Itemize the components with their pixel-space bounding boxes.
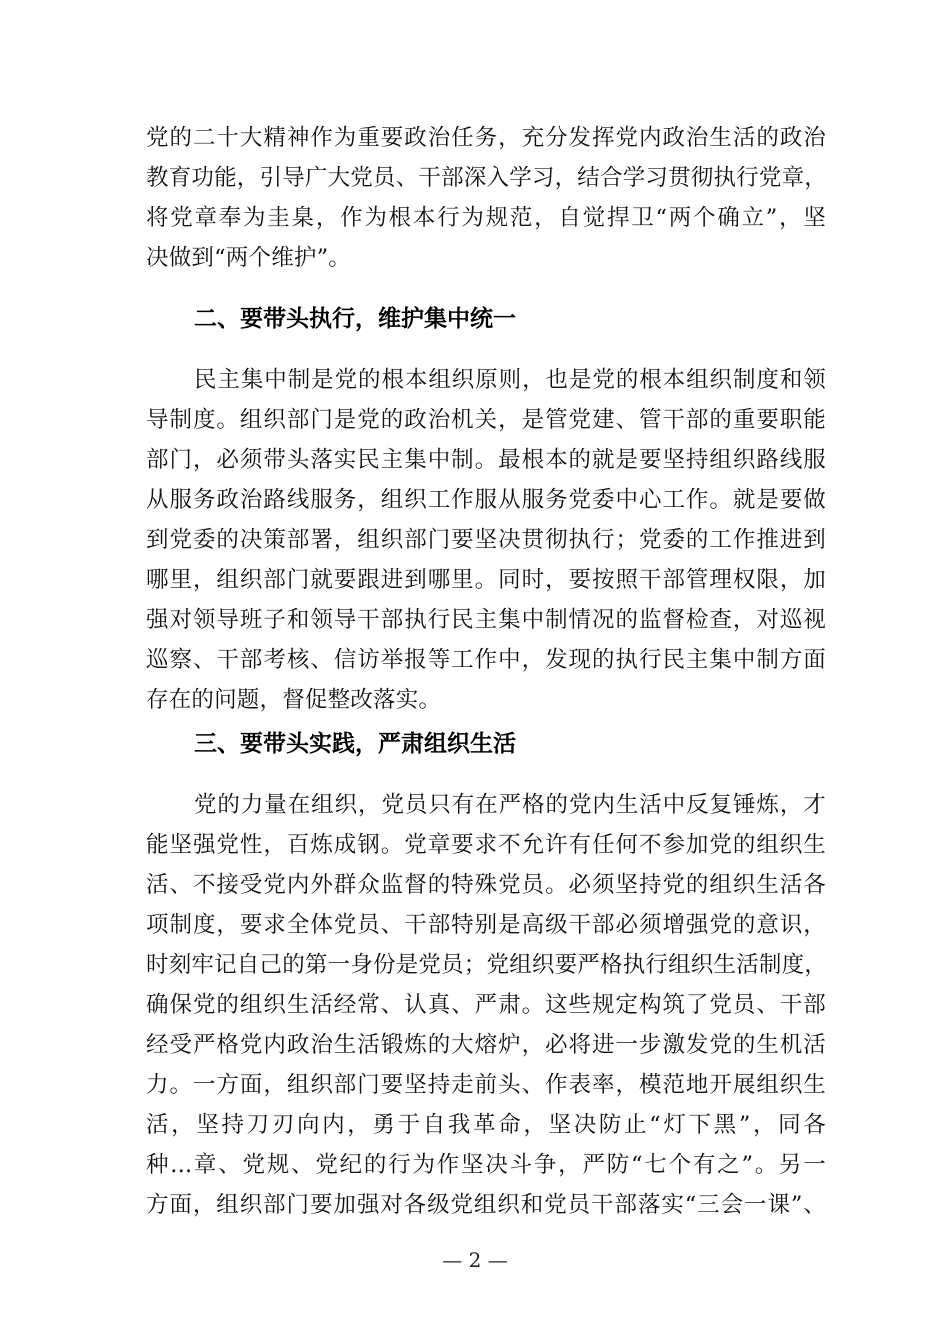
section-heading: 三、要带头实践，严肃组织生活 (194, 731, 516, 757)
paragraph-line: 到党委的决策部署，组织部门要坚决贯彻执行；党委的工作推进到 (146, 527, 826, 553)
paragraph-line: 决做到“两个维护”。 (146, 245, 352, 271)
paragraph-line: 活、不接受党内外群众监督的特殊党员。必须坚持党的组织生活各 (146, 872, 826, 898)
paragraph-line: 党的力量在组织，党员只有在严格的党内生活中反复锤炼，才 (194, 792, 826, 818)
paragraph-line: 活，坚持刀刃向内，勇于自我革命，坚决防止“灯下黑”，同各 (146, 1112, 826, 1138)
paragraph-line: 时刻牢记自己的第一身份是党员；党组织要严格执行组织生活制度， (146, 952, 828, 978)
paragraph-line: 巡察、干部考核、信访举报等工作中，发现的执行民主集中制方面 (146, 647, 826, 673)
paragraph-line: 民主集中制是党的根本组织原则，也是党的根本组织制度和领 (194, 367, 826, 393)
paragraph-line: 能坚强党性，百炼成钢。党章要求不允许有任何不参加党的组织生 (146, 832, 826, 858)
paragraph-line: 力。一方面，组织部门要坚持走前头、作表率，模范地开展组织生 (146, 1072, 826, 1098)
paragraph-line: 党的二十大精神作为重要政治任务，充分发挥党内政治生活的政治 (146, 125, 826, 151)
paragraph-line: 方面，组织部门要加强对各级党组织和党员干部落实“三会一课”、 (146, 1192, 826, 1218)
paragraph-line: 部门，必须带头落实民主集中制。最根本的就是要坚持组织路线服 (146, 447, 826, 473)
paragraph-line: 经受严格党内政治生活锻炼的大熔炉，必将进一步激发党的生机活 (146, 1032, 826, 1058)
paragraph-line: 确保党的组织生活经常、认真、严肃。这些规定构筑了党员、干部 (146, 992, 826, 1018)
paragraph-line: 强对领导班子和领导干部执行民主集中制情况的监督检查，对巡视 (146, 607, 826, 633)
paragraph-line: 从服务政治路线服务，组织工作服从服务党委中心工作。就是要做 (146, 487, 826, 513)
paragraph-line: 导制度。组织部门是党的政治机关，是管党建、管干部的重要职能 (146, 407, 826, 433)
paragraph-line: 存在的问题，督促整改落实。 (146, 687, 442, 713)
paragraph-line: 将党章奉为圭臬，作为根本行为规范，自觉捍卫“两个确立”，坚 (146, 205, 826, 231)
page-number: — 2 — (442, 1248, 508, 1272)
section-heading: 二、要带头执行，维护集中统一 (194, 306, 516, 332)
paragraph-line: 项制度，要求全体党员、干部特别是高级干部必须增强党的意识， (146, 912, 826, 938)
paragraph-line: 种...章、党规、党纪的行为作坚决斗争，严防“七个有之”。另一 (146, 1152, 826, 1178)
paragraph-line: 哪里，组织部门就要跟进到哪里。同时，要按照干部管理权限，加 (146, 567, 826, 593)
paragraph-line: 教育功能，引导广大党员、干部深入学习，结合学习贯彻执行党章， (146, 165, 828, 191)
